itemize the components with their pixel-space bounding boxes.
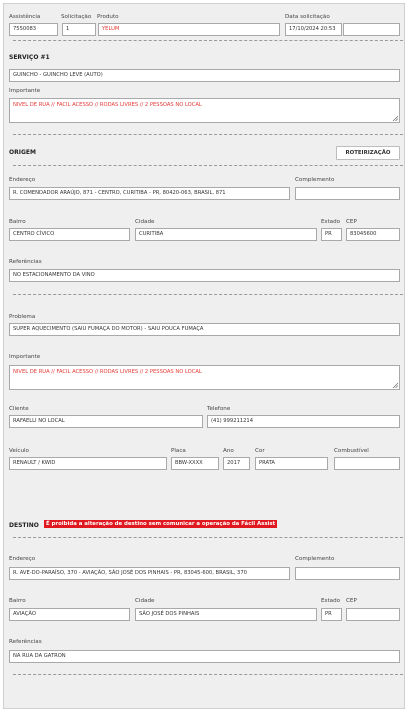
origem-complemento-field[interactable] bbox=[295, 187, 400, 200]
divider bbox=[13, 165, 403, 166]
placa-label: Placa bbox=[171, 448, 186, 454]
cliente-field[interactable]: RAFAELLI NO LOCAL bbox=[9, 415, 203, 428]
service-form-panel bbox=[3, 3, 405, 709]
origem-cidade-field[interactable]: CURITIBA bbox=[135, 228, 317, 241]
origem-title: ORIGEM bbox=[9, 149, 36, 156]
destino-referencias-field[interactable]: NA RUA DA GATRON bbox=[9, 650, 400, 663]
origem-cidade-label: Cidade bbox=[135, 219, 155, 225]
servico-importante-text: NIVEL DE RUA // FACIL ACESSO // RODAS LIVRES // 2 PESSOAS NO LOCAL bbox=[13, 102, 202, 108]
origem-bairro-field[interactable]: CENTRO CÍVICO bbox=[9, 228, 130, 241]
resize-grip-icon[interactable] bbox=[392, 115, 398, 121]
origem-endereco-label: Endereço bbox=[9, 177, 36, 183]
destino-bairro-label: Bairro bbox=[9, 598, 26, 604]
servico-field[interactable]: GUINCHO - GUINCHO LEVE (AUTO) bbox=[9, 69, 400, 82]
destino-estado-label: Estado bbox=[321, 598, 341, 604]
destino-cep-label: CEP bbox=[346, 598, 357, 604]
servico-importante-textarea[interactable] bbox=[9, 98, 400, 123]
origem-referencias-field[interactable]: NO ESTACIONAMENTO DA VINO bbox=[9, 269, 400, 282]
ano-field[interactable]: 2017 bbox=[223, 457, 250, 470]
telefone-field[interactable]: (41) 999211214 bbox=[207, 415, 400, 428]
origem-bairro-label: Bairro bbox=[9, 219, 26, 225]
produto-field[interactable]: YELUM bbox=[98, 23, 280, 36]
importante-label: Importante bbox=[9, 88, 41, 94]
divider bbox=[13, 134, 403, 135]
destino-cidade-field[interactable]: SÃO JOSÉ DOS PINHAIS bbox=[135, 608, 317, 621]
destino-endereco-field[interactable]: R. AVE-DO-PARAÍSO, 370 - AVIAÇÃO, SÃO JOSÉ DOS PINHAIS - PR, 83045-600, BRASIL, 370 bbox=[9, 567, 290, 580]
destino-endereco-label: Endereço bbox=[9, 556, 36, 562]
cor-label: Cor bbox=[255, 448, 265, 454]
problema-importante-label: Importante bbox=[9, 354, 41, 360]
problema-label: Problema bbox=[9, 314, 36, 320]
veiculo-field[interactable]: RENAULT / KWID bbox=[9, 457, 167, 470]
data-solicitacao-extra-field[interactable] bbox=[343, 23, 400, 36]
destino-title: DESTINO bbox=[9, 522, 39, 529]
roteirizacao-button[interactable]: ROTEIRIZAÇÃO bbox=[336, 146, 400, 160]
divider bbox=[13, 294, 403, 295]
origem-complemento-label: Complemento bbox=[295, 177, 335, 183]
cliente-label: Cliente bbox=[9, 406, 29, 412]
destino-referencias-label: Referências bbox=[9, 639, 42, 645]
solicitacao-label: Solicitação bbox=[61, 14, 92, 20]
placa-field[interactable]: BBW-XXXX bbox=[171, 457, 219, 470]
destino-cidade-label: Cidade bbox=[135, 598, 155, 604]
veiculo-label: Veículo bbox=[9, 448, 29, 454]
divider bbox=[13, 40, 403, 41]
destino-bairro-field[interactable]: AVIAÇÃO bbox=[9, 608, 130, 621]
combustivel-field[interactable] bbox=[334, 457, 400, 470]
cor-field[interactable]: PRATA bbox=[255, 457, 328, 470]
origem-referencias-label: Referências bbox=[9, 259, 42, 265]
destino-estado-field[interactable]: PR bbox=[321, 608, 342, 621]
assistencia-label: Assistência bbox=[9, 14, 41, 20]
destino-complemento-field[interactable] bbox=[295, 567, 400, 580]
divider bbox=[13, 674, 403, 675]
problema-importante-textarea[interactable] bbox=[9, 365, 400, 390]
origem-cep-label: CEP bbox=[346, 219, 357, 225]
data-solicitacao-field[interactable]: 17/10/2024 20:53 bbox=[285, 23, 342, 36]
telefone-label: Telefone bbox=[207, 406, 231, 412]
combustivel-label: Combustível bbox=[334, 448, 369, 454]
origem-estado-label: Estado bbox=[321, 219, 341, 225]
origem-estado-field[interactable]: PR bbox=[321, 228, 342, 241]
resize-grip-icon[interactable] bbox=[392, 382, 398, 388]
origem-cep-field[interactable]: 83045600 bbox=[346, 228, 400, 241]
destino-complemento-label: Complemento bbox=[295, 556, 335, 562]
servico-title: SERVIÇO #1 bbox=[9, 54, 50, 61]
solicitacao-field[interactable]: 1 bbox=[62, 23, 96, 36]
origem-endereco-field[interactable]: R. COMENDADOR ARAÚJO, 871 - CENTRO, CURITIBA - PR, 80420-063, BRASIL, 871 bbox=[9, 187, 290, 200]
destino-cep-field[interactable] bbox=[346, 608, 400, 621]
problema-importante-text: NIVEL DE RUA // FACIL ACESSO // RODAS LIVRES // 2 PESSOAS NO LOCAL bbox=[13, 369, 202, 375]
destino-warning-badge: É proibida a alteração de destino sem comunicar a operação da Fácil Assist bbox=[46, 521, 276, 527]
data-solicitacao-label: Data solicitação bbox=[285, 14, 330, 20]
assistencia-field[interactable]: 7550083 bbox=[9, 23, 58, 36]
ano-label: Ano bbox=[223, 448, 234, 454]
problema-field[interactable]: SUPER AQUECIMENTO (SAIU FUMAÇA DO MOTOR) - SAIU POUCA FUMAÇA bbox=[9, 323, 400, 336]
divider bbox=[13, 537, 403, 538]
produto-label: Produto bbox=[97, 14, 119, 20]
